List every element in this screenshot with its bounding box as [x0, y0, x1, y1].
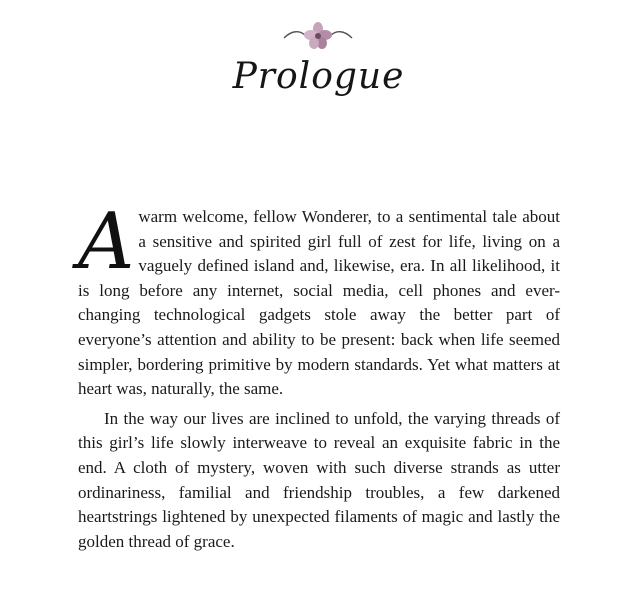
chapter-title: Prologue: [232, 56, 405, 97]
prologue-body: [78, 197, 560, 554]
drop-cap: A: [78, 197, 135, 287]
paragraph-2: In the way our lives are inclined to unfold, the varying threads of this girl’s life slowly interweave to reveal an exquisite fabric in the end. A cloth of mystery, woven with such diverse strands as utter ordinariness, familial and friendship troubles, a few darkened heartstrings lightened by unexpected filaments of magic and lastly the golden thread of grace.: [78, 408, 560, 551]
paragraph-1: [78, 197, 560, 402]
paragraph-1-text: warm welcome, fellow Wonderer, to a sentimental tale about a sensitive and spirited girl full of zest for life, living on a vaguely defined island and, likewise, era. In all likelihood, it is long before any internet, social media, cell phones and ever-changing technological gadgets stole away the better part of everyone’s attention and ability to be present: back when life seemed simpler, bordering primitive by modern standards. Yet what matters at heart was, naturally, the same.: [78, 207, 560, 399]
flower-flourish-icon: [278, 16, 358, 56]
